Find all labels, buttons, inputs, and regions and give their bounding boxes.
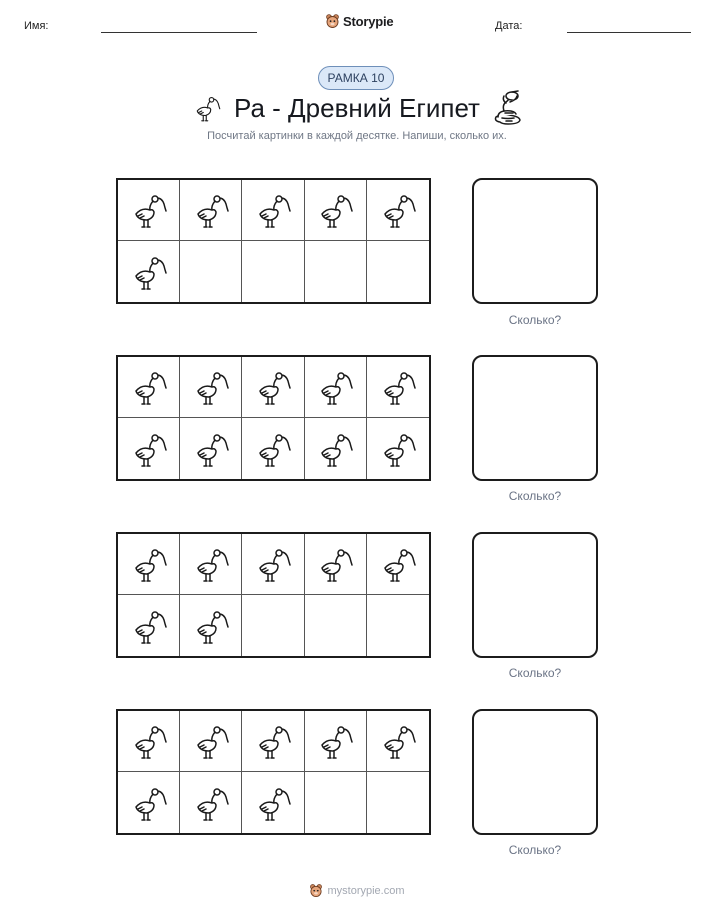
ibis-icon [129, 365, 169, 409]
frame-cell [118, 241, 180, 302]
frame-cell [305, 180, 367, 241]
frame-cell [118, 711, 180, 772]
cobra-icon [492, 90, 524, 126]
ibis-icon [129, 604, 169, 648]
frame-cell [367, 418, 429, 479]
frame-cell [180, 595, 242, 656]
answer-label-4: Сколько? [508, 843, 562, 857]
frame-cell [305, 595, 367, 656]
ibis-icon [253, 365, 293, 409]
answer-box-3[interactable] [472, 532, 598, 658]
frame-cell [367, 534, 429, 595]
name-line[interactable] [101, 32, 257, 33]
frame-cell [305, 241, 367, 302]
ibis-icon [129, 250, 169, 294]
instructions: Посчитай картинки в каждой десятке. Напиши, сколько их. [207, 130, 507, 142]
ibis-icon [191, 427, 231, 471]
frame-cell [305, 711, 367, 772]
ibis-icon [253, 542, 293, 586]
ibis-icon [129, 781, 169, 825]
ibis-icon [191, 719, 231, 763]
frame-cell [305, 772, 367, 833]
page-title: Ра - Древний Египет [234, 93, 480, 123]
ibis-icon [315, 542, 355, 586]
footer [0, 883, 714, 898]
ten-frame-1 [116, 178, 431, 304]
ibis-icon [253, 781, 293, 825]
frame-cell [305, 418, 367, 479]
frame-cell [118, 180, 180, 241]
frame-cell [118, 595, 180, 656]
frame-badge: РАМКА 10 [318, 66, 394, 90]
answer-box-1[interactable] [472, 178, 598, 304]
date-label: Дата: [495, 20, 523, 32]
ibis-icon [129, 719, 169, 763]
frame-cell [180, 241, 242, 302]
answer-box-4[interactable] [472, 709, 598, 835]
frame-cell [242, 711, 304, 772]
ibis-icon [315, 427, 355, 471]
name-label: Имя: [24, 20, 49, 32]
ibis-icon [191, 365, 231, 409]
ibis-icon [191, 604, 231, 648]
frame-cell [180, 711, 242, 772]
answer-label-3: Сколько? [508, 666, 562, 680]
ibis-icon [253, 427, 293, 471]
frame-cell [118, 534, 180, 595]
brand-name: Storypie [343, 13, 394, 29]
frame-cell [118, 772, 180, 833]
date-line[interactable] [567, 32, 691, 33]
ten-frame-2 [116, 355, 431, 481]
frame-cell [367, 772, 429, 833]
frame-cell [242, 357, 304, 418]
footer-site: mystorypie.com [327, 884, 405, 897]
frame-cell [242, 772, 304, 833]
ten-frame-4 [116, 709, 431, 835]
frame-cell [118, 357, 180, 418]
ibis-icon [129, 427, 169, 471]
answer-label-2: Сколько? [508, 489, 562, 503]
brand-logo [325, 13, 393, 29]
frame-cell [242, 180, 304, 241]
ibis-icon [378, 427, 418, 471]
frame-cell [118, 418, 180, 479]
ibis-icon [378, 188, 418, 232]
frame-cell [367, 241, 429, 302]
ibis-icon [191, 188, 231, 232]
ibis-icon [378, 542, 418, 586]
ibis-icon [315, 365, 355, 409]
ibis-icon [191, 781, 231, 825]
ibis-icon [315, 188, 355, 232]
frame-cell [367, 595, 429, 656]
answer-box-2[interactable] [472, 355, 598, 481]
frame-cell [180, 534, 242, 595]
ibis-icon [129, 188, 169, 232]
frame-cell [180, 772, 242, 833]
ibis-icon [253, 188, 293, 232]
frame-cell [367, 180, 429, 241]
ibis-icon [129, 542, 169, 586]
ibis-icon [253, 719, 293, 763]
frame-cell [367, 357, 429, 418]
frame-cell [180, 418, 242, 479]
frame-cell [305, 534, 367, 595]
storypie-mascot-icon [309, 883, 323, 898]
ten-frame-3 [116, 532, 431, 658]
answer-label-1: Сколько? [508, 313, 562, 327]
frame-cell [305, 357, 367, 418]
frame-cell [242, 241, 304, 302]
frame-cell [180, 180, 242, 241]
ibis-icon [378, 365, 418, 409]
frame-cell [242, 418, 304, 479]
ibis-icon [315, 719, 355, 763]
ibis-icon [191, 542, 231, 586]
storypie-mascot-icon [325, 13, 340, 29]
frame-cell [367, 711, 429, 772]
ibis-icon [378, 719, 418, 763]
frame-cell [180, 357, 242, 418]
frame-cell [242, 534, 304, 595]
frame-cell [242, 595, 304, 656]
